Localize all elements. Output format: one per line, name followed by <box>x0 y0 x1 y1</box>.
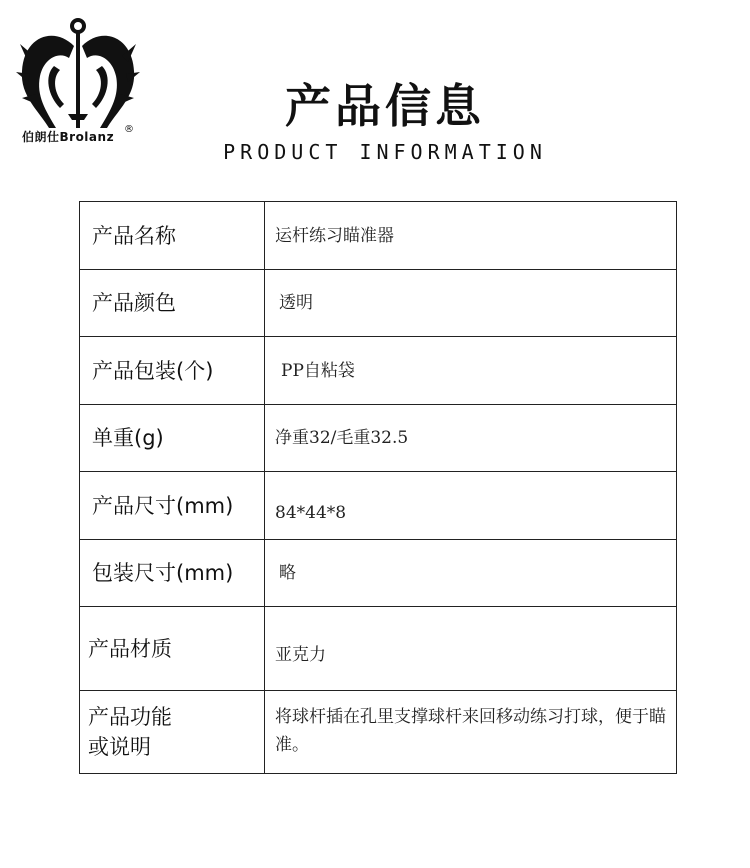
table-row <box>80 607 677 691</box>
row-label-line: 产品功能 <box>88 705 172 729</box>
row-value: PP自粘袋 <box>265 337 677 405</box>
row-value: 净重32/毛重32.5 <box>265 405 677 472</box>
row-label: 单重(g) <box>80 405 265 472</box>
brand-name: 伯朗仕Brolanz <box>22 130 115 144</box>
row-value: 运杆练习瞄准器 <box>265 202 677 270</box>
row-label: 产品材质 <box>80 607 265 691</box>
table-row <box>80 270 677 337</box>
table-row <box>80 337 677 405</box>
product-info-table <box>79 201 677 774</box>
row-value: 透明 <box>265 270 677 337</box>
row-label: 包装尺寸(mm) <box>80 540 265 607</box>
page-subtitle: PRODUCT INFORMATION <box>223 140 547 164</box>
table-row <box>80 540 677 607</box>
table-row <box>80 202 677 270</box>
row-value: 略 <box>265 540 677 607</box>
row-label: 产品名称 <box>80 202 265 270</box>
row-label: 产品包装(个) <box>80 337 265 405</box>
registered-mark: ® <box>124 124 134 135</box>
page-title: 产品信息 <box>285 79 485 133</box>
table-row <box>80 472 677 540</box>
row-label: 产品颜色 <box>80 270 265 337</box>
row-label-line: 或说明 <box>88 735 151 759</box>
row-value: 亚克力 <box>265 607 677 691</box>
row-label: 产品尺寸(mm) <box>80 472 265 540</box>
table-row <box>80 405 677 472</box>
row-label <box>80 691 265 774</box>
row-value: 将球杆插在孔里支撑球杆来回移动练习打球，便于瞄准。 <box>265 691 677 774</box>
table-row <box>80 691 677 774</box>
row-value: 84*44*8 <box>265 472 677 540</box>
